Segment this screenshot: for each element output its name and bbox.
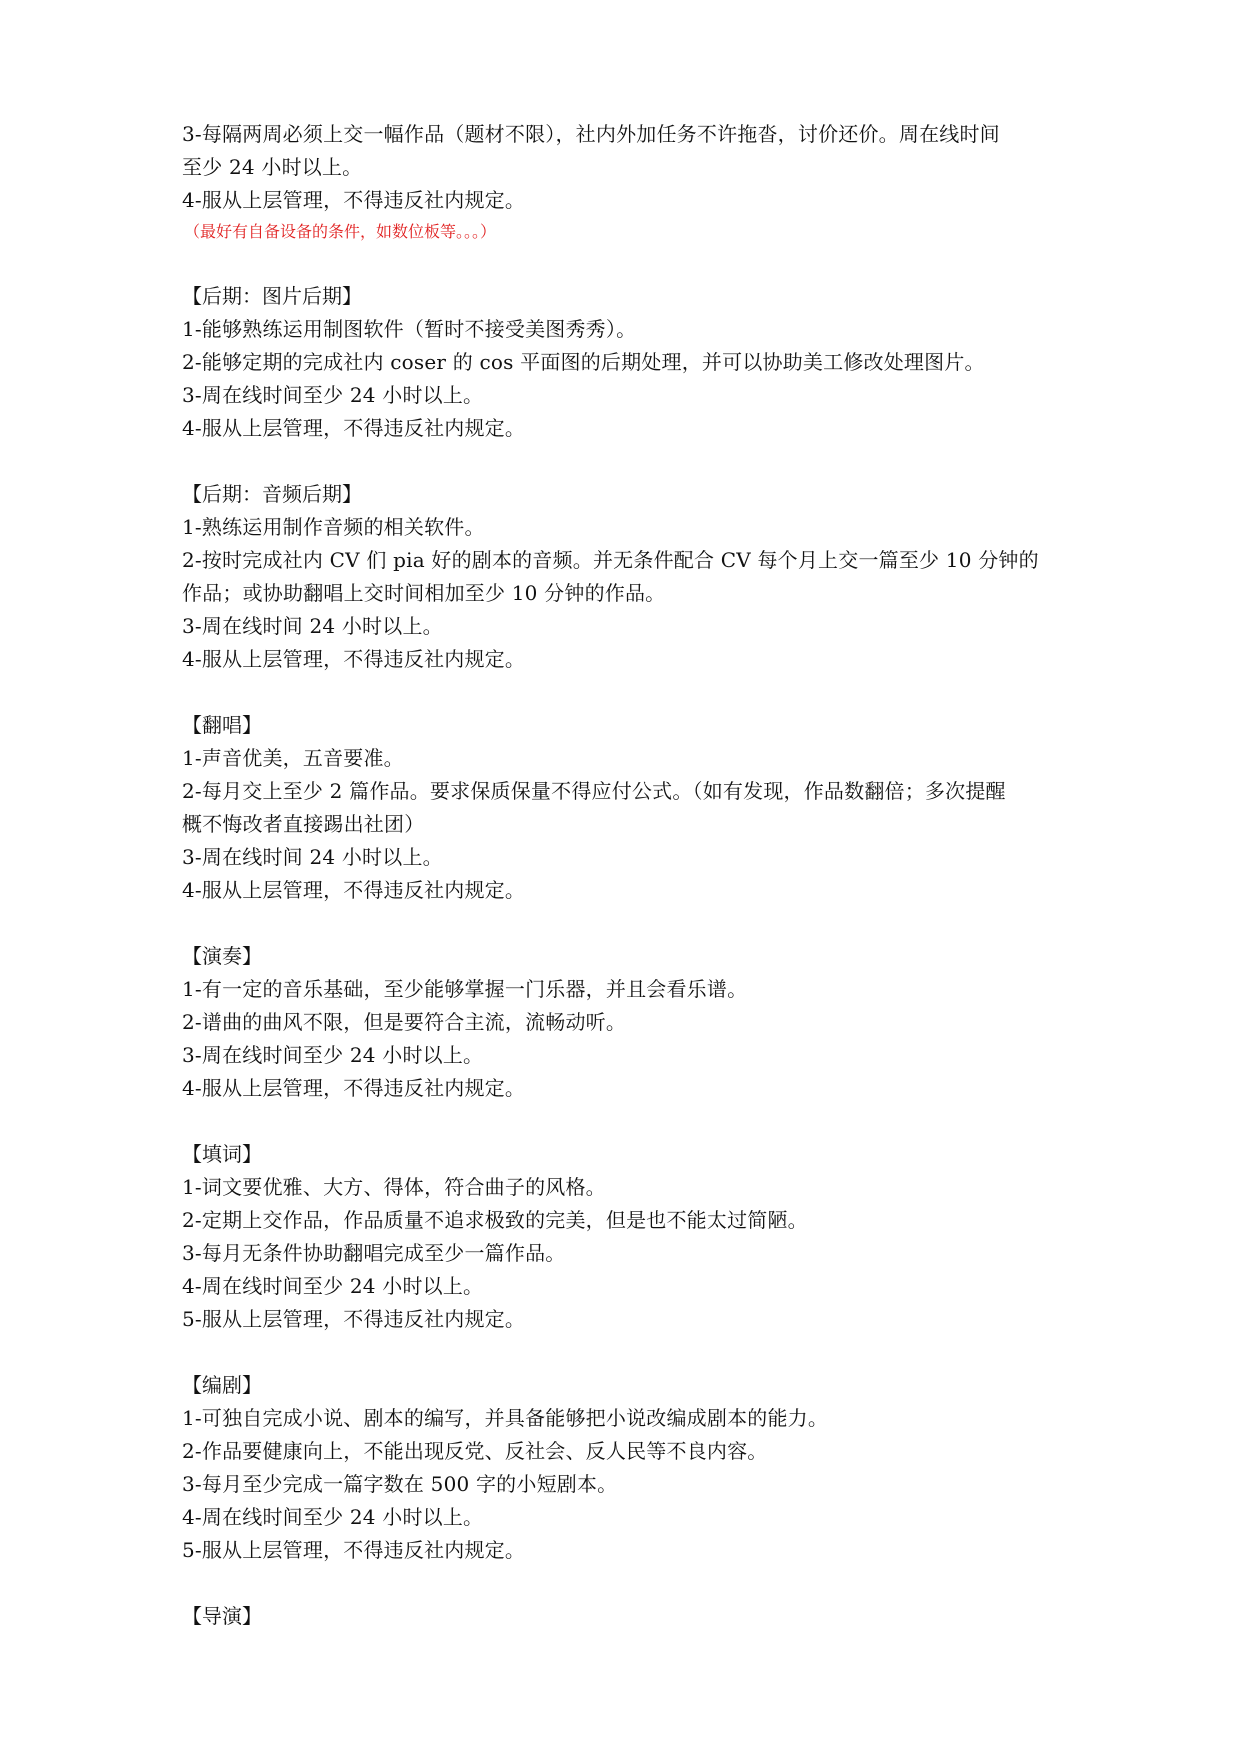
section-item: 2-作品要健康向上，不能出现反党、反社会、反人民等不良内容。 xyxy=(182,1439,768,1463)
section-title-lyrics: 【填词】 xyxy=(182,1142,262,1166)
section-item: 2-谱曲的曲风不限，但是要符合主流，流畅动听。 xyxy=(182,1010,627,1034)
spacer xyxy=(182,1567,1062,1600)
section-item: 3-周在线时间至少 24 小时以上。 xyxy=(182,1043,484,1067)
section-item-part-a: 2-按时完成社内 CV 们 pia 好的剧本的音频。并无条件配合 CV 每个月上交一篇至少 10 分钟的 xyxy=(182,548,1039,572)
section-item: 1-能够熟练运用制图软件（暂时不接受美图秀秀）。 xyxy=(182,317,637,341)
section-item: 4-周在线时间至少 24 小时以上。 xyxy=(182,1505,484,1529)
spacer xyxy=(182,247,1062,280)
section-item: 5-服从上层管理，不得违反社内规定。 xyxy=(182,1538,526,1562)
section-item-part-b: 概不悔改者直接踢出社团） xyxy=(182,812,425,836)
section-item: 3-周在线时间 24 小时以上。 xyxy=(182,845,443,869)
section-item: 1-词文要优雅、大方、得体，符合曲子的风格。 xyxy=(182,1175,606,1199)
spacer xyxy=(182,1105,1062,1138)
intro-line-2: 4-服从上层管理，不得违反社内规定。 xyxy=(182,188,526,212)
spacer xyxy=(182,445,1062,478)
spacer xyxy=(182,1336,1062,1369)
section-title-audio-post: 【后期：音频后期】 xyxy=(182,482,362,506)
section-title-screenwriter: 【编剧】 xyxy=(182,1373,262,1397)
section-item: 5-服从上层管理，不得违反社内规定。 xyxy=(182,1307,526,1331)
section-title-performance: 【演奏】 xyxy=(182,944,262,968)
section-item: 3-周在线时间 24 小时以上。 xyxy=(182,614,443,638)
intro-line-1b: 至少 24 小时以上。 xyxy=(182,155,363,179)
section-item: 3-每月无条件协助翻唱完成至少一篇作品。 xyxy=(182,1241,566,1265)
section-item: 4-服从上层管理，不得违反社内规定。 xyxy=(182,1076,526,1100)
section-title-cover-singing: 【翻唱】 xyxy=(182,713,262,737)
intro-line-1a: 3-每隔两周必须上交一幅作品（题材不限），社内外加任务不许拖沓，讨价还价。周在线时间 xyxy=(182,122,1000,146)
section-item: 4-服从上层管理，不得违反社内规定。 xyxy=(182,416,526,440)
section-item: 3-周在线时间至少 24 小时以上。 xyxy=(182,383,484,407)
document-body xyxy=(182,118,1062,1633)
section-item-part-a: 2-每月交上至少 2 篇作品。要求保质保量不得应付公式。（如有发现，作品数翻倍；多次提醒 xyxy=(182,779,1006,803)
section-item: 4-服从上层管理，不得违反社内规定。 xyxy=(182,647,526,671)
section-item: 1-可独自完成小说、剧本的编写，并具备能够把小说改编成剧本的能力。 xyxy=(182,1406,829,1430)
section-title-image-post: 【后期：图片后期】 xyxy=(182,284,362,308)
section-item: 4-周在线时间至少 24 小时以上。 xyxy=(182,1274,484,1298)
section-item: 4-服从上层管理，不得违反社内规定。 xyxy=(182,878,526,902)
section-item: 3-每月至少完成一篇字数在 500 字的小短剧本。 xyxy=(182,1472,618,1496)
section-title-director: 【导演】 xyxy=(182,1604,262,1628)
section-item: 2-能够定期的完成社内 coser 的 cos 平面图的后期处理，并可以协助美工修改处理图片。 xyxy=(182,350,985,374)
spacer xyxy=(182,907,1062,940)
section-item-part-b: 作品；或协助翻唱上交时间相加至少 10 分钟的作品。 xyxy=(182,581,666,605)
section-item: 1-有一定的音乐基础，至少能够掌握一门乐器，并且会看乐谱。 xyxy=(182,977,748,1001)
section-item: 1-熟练运用制作音频的相关软件。 xyxy=(182,515,485,539)
spacer xyxy=(182,676,1062,709)
intro-note: （最好有自备设备的条件，如数位板等。。。） xyxy=(184,222,497,241)
section-item: 1-声音优美，五音要准。 xyxy=(182,746,404,770)
section-item: 2-定期上交作品，作品质量不追求极致的完美，但是也不能太过简陋。 xyxy=(182,1208,808,1232)
